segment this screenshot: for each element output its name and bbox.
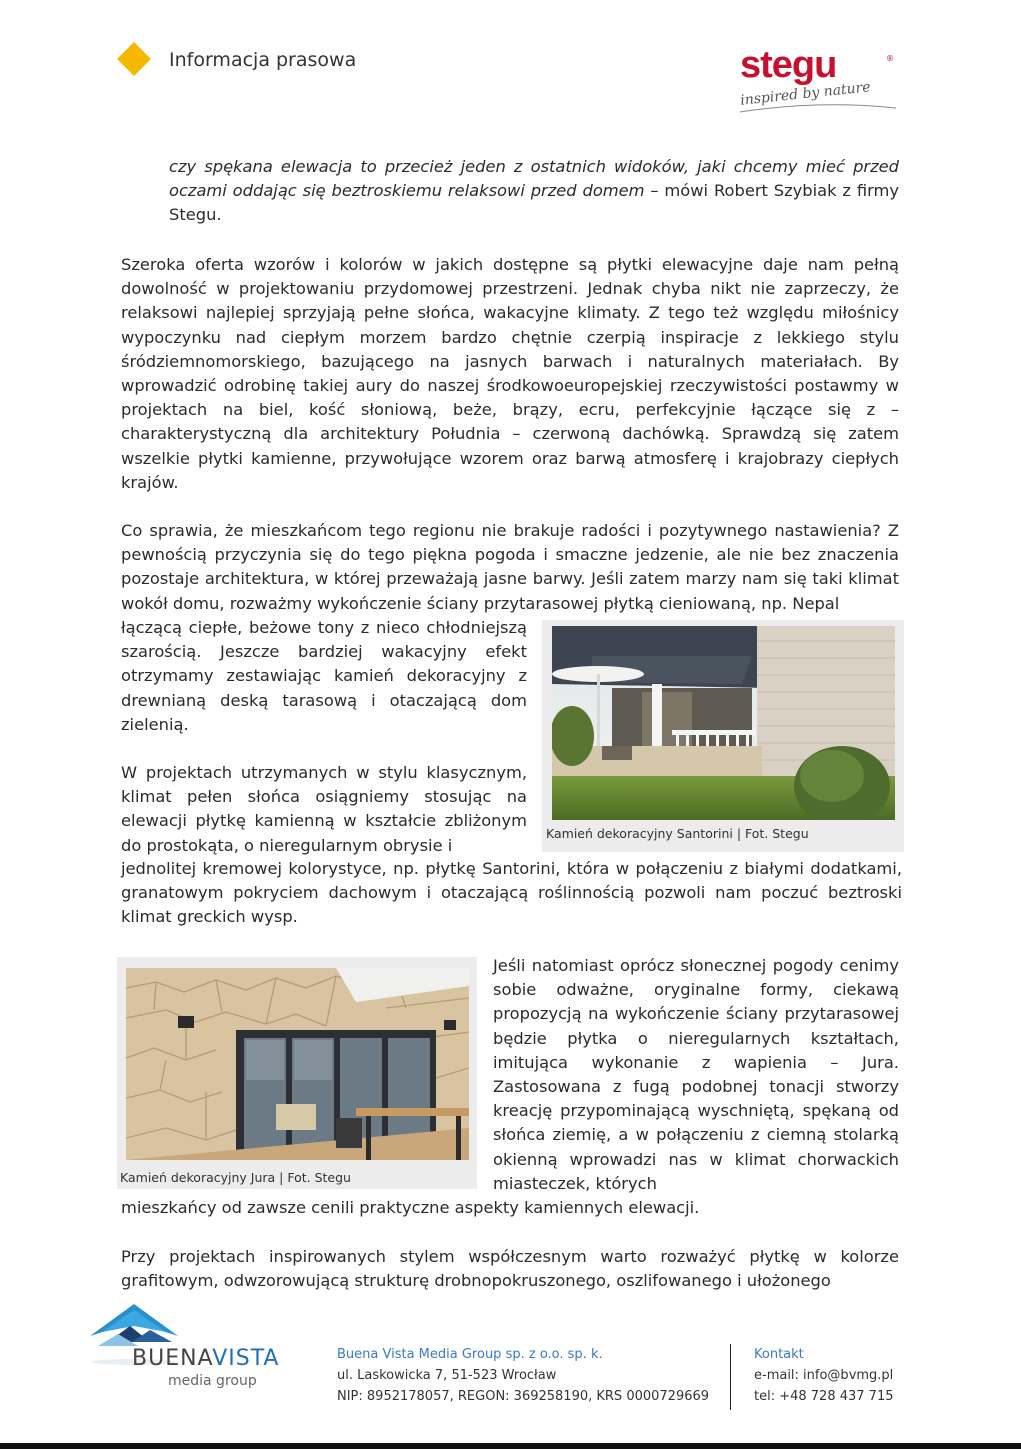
logo-wordmark: [132, 1346, 280, 1371]
quote-italic: czy spękana elewacja to przecież jeden z ostatnich widoków, jaki chcemy mieć przed oczami oddając się beztroskiemu relaksowi przed domem: [169, 157, 899, 201]
paragraph-3-wrap: W projektach utrzymanych w stylu klasycznym, klimat pełen słońca osiągniemy stosując na elewacji płytkę kamienną w kształcie zbliżonym do prostokąta, o nieregularnym obrysie i: [121, 763, 527, 855]
diamond-icon: [117, 42, 151, 76]
paragraph-2-full: Co sprawia, że mieszkańcom tego regionu nie brakuje radości i pozytywnego nastawienia? Z pewnością przyczynia się do tego piękna pogoda i smaczne jedzenie, ale nie bez znaczenia pozostaje architektura, w której przeważają jasne barwy. Jeśli zatem marzy nam się taki klimat wokół domu, rozważmy wykończenie ściany przytarasowej płytką cieniowaną, np. Nepal: [121, 521, 899, 613]
footer-company: Buena Vista Media Group sp. z o.o. sp. k.: [337, 1347, 603, 1362]
buenavista-logo: [84, 1300, 304, 1400]
bottom-border: [0, 1443, 1021, 1449]
logo-vista: VISTA: [212, 1346, 280, 1371]
paragraph-3-full: jednolitej kremowej kolorystyce, np. płytkę Santorini, która w połączeniu z białymi dodatkami, granatowym pokryciem dachowym i otaczającą roślinnością pozwoli nam poczuć beztroski klimat greckich wysp.: [121, 859, 902, 927]
jura-figure: [117, 957, 477, 1189]
footer-ids: NIP: 8952178057, REGON: 369258190, KRS 0000729669: [337, 1389, 710, 1404]
footer-phone[interactable]: tel: +48 728 437 715: [754, 1389, 894, 1404]
santorini-photo: [552, 626, 895, 820]
stegu-logo: [738, 44, 898, 128]
header-label: Informacja prasowa: [169, 49, 357, 71]
brand-tagline: inspired by nature: [739, 79, 872, 109]
paragraph-1: Szeroka oferta wzorów i kolorów w jakich dostępne są płytki elewacyjne daje nam pełną dowolność w projektowaniu przydomowej przestrzeni. Jednak chyba nikt nie zaprzeczy, że relaksowi najlepiej sprzyjają pełne słońca, wakacyjne klimaty. Z tego też względu miłośnicy wypoczynku nad ciepłym morzem bardzo chętnie czerpią inspiracje z lekkiego stylu śródziemnomorskiego, bazującego na jasnych barwach i naturalnych materiałach. By wprowadzić odrobinę takiej aury do naszej środkowoeuropejskiej rzeczywistości postawmy w projektach na biel, kość słoniową, beże, brązy, ecru, perfekcyjnie łączące się z – charakterystyczną dla architektury Południa – czerwoną dachówką. Sprawdzą się zatem wszelkie płytki kamienne, przywołujące wzorem oraz barwą atmosferę i krajobrazy ciepłych krajów.: [121, 255, 899, 492]
quote-paragraph: [169, 155, 899, 228]
footer-address: ul. Laskowicka 7, 51-523 Wrocław: [337, 1368, 557, 1383]
tagline-swoosh-icon: [738, 102, 898, 116]
footer-email[interactable]: e-mail: info@bvmg.pl: [754, 1368, 894, 1383]
logo-subtitle: media group: [168, 1373, 257, 1389]
jura-caption: Kamień dekoracyjny Jura | Fot. Stegu: [120, 1170, 351, 1185]
paragraph-2-wrap: łączącą ciepłe, beżowe tony z nieco chłodniejszą szarością. Jeszcze bardziej wakacyjny efekt otrzymamy zestawiając kamień dekoracyjny z drewnianą deską tarasową i otaczającą dom zielenią.: [121, 618, 527, 734]
footer-contact-heading: Kontakt: [754, 1347, 804, 1362]
brand-name: stegu: [740, 44, 837, 86]
quote-attribution: – mówi Robert Szybiak z firmy Stegu.: [169, 181, 899, 225]
santorini-figure: [542, 620, 904, 852]
brand-reg-mark: ®: [886, 54, 894, 63]
santorini-caption: Kamień dekoracyjny Santorini | Fot. Stegu: [546, 826, 809, 841]
jura-photo: [126, 968, 469, 1160]
paragraph-4-wrap: Jeśli natomiast oprócz słonecznej pogody cenimy sobie odważne, oryginalne formy, ciekawą propozycją na wykończenie ściany przytarasowej będzie płytka o nieregularnych kształtach, imitująca wykonanie z wapienia – Jura. Zastosowana z fugą podobnej tonacji stworzy kreację przypominającą wyschniętą, spękaną od słońca ziemię, a w połączeniu z ciemną stolarką okienną wprowadzi nas w klimat chorwackich miasteczek, których: [493, 956, 899, 1193]
paragraph-5: Przy projektach inspirowanych stylem współczesnym warto rozważyć płytkę w kolorze grafitowym, odwzorowującą strukturę drobnopokruszonego, oszlifowanego i ułożonego: [121, 1247, 899, 1291]
logo-buena: BUENA: [132, 1346, 213, 1371]
paragraph-4-full: mieszkańcy od zawsze cenili praktyczne aspekty kamiennych elewacji.: [121, 1198, 700, 1217]
footer-divider: [730, 1344, 731, 1410]
